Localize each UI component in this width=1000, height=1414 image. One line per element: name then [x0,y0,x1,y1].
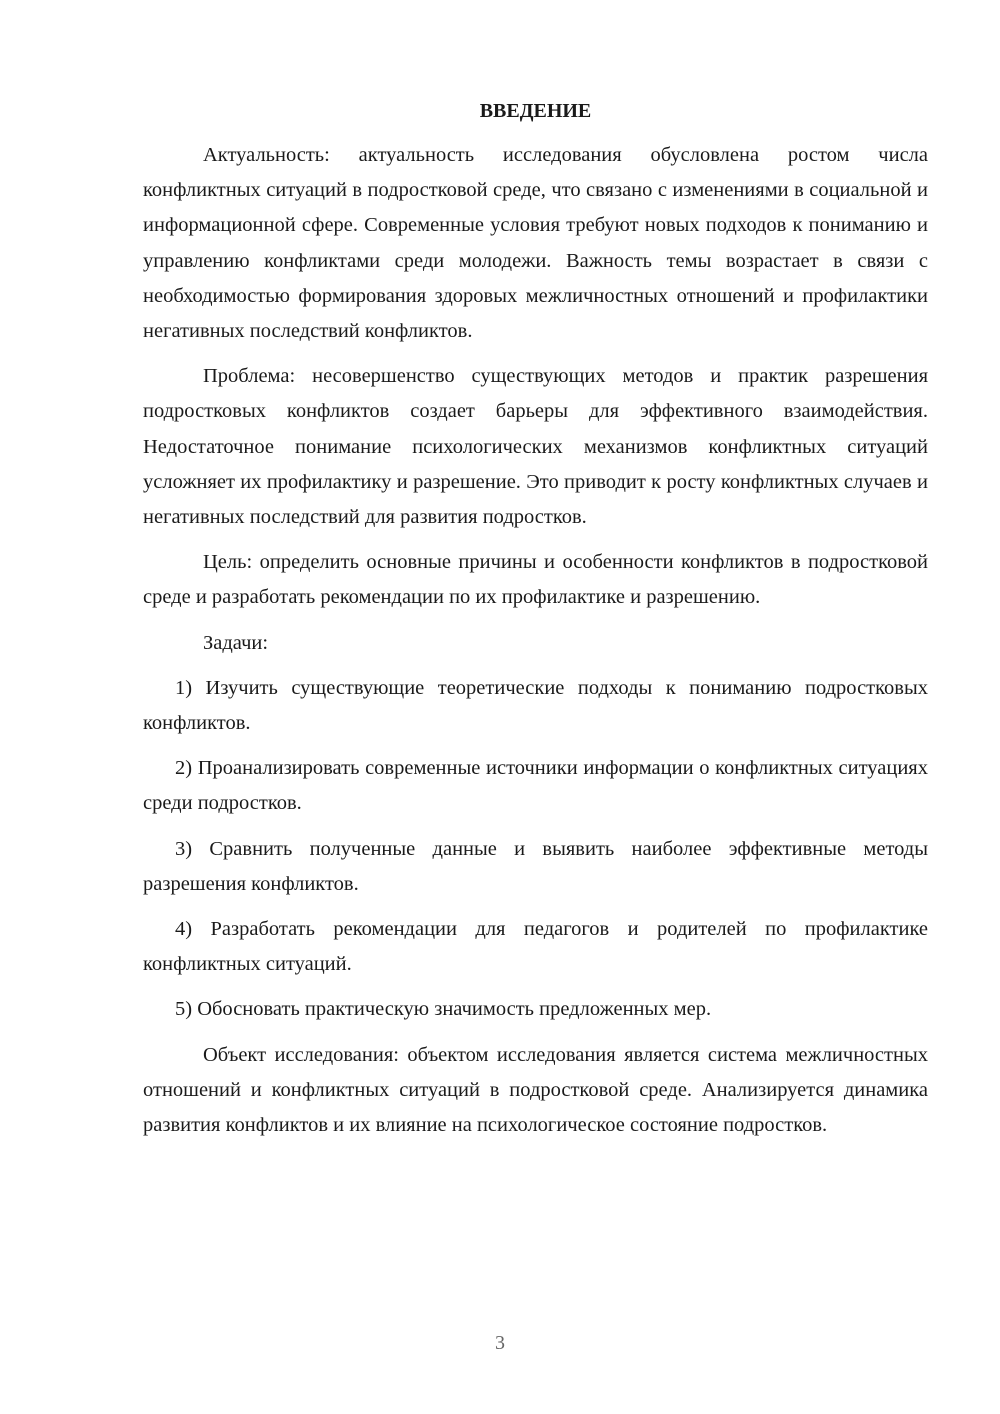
tasks-label: Задачи: [203,631,269,654]
goal-paragraph: Цель: определить основные причины и особенности конфликтов в подростковой среде и разработать рекомендации по их профилактике и разрешению. [143,551,928,609]
task-item-1: 1) Изучить существующие теоретические подходы к пониманию подростковых конфликтов. [143,676,928,735]
task-item-4: 4) Разработать рекомендации для педагогов и родителей по профилактике конфликтных ситуаций. [143,918,928,976]
page-number: 3 [495,1332,505,1354]
task-item-3: 3) Сравнить полученные данные и выявить наиболее эффективные методы разрешения конфликтов. [143,837,928,895]
relevance-paragraph: Актуальность: актуальность исследования обусловлена ростом числа конфликтных ситуаций в подростковой среде, что связано с изменениями в социальной и информационной сфере. Современные условия требуют новых подходов к пониманию и управлению конфликтами среди молодежи. Важность темы возрастает в связи с необходимостью формирования здоровых межличностных отношений и профилактики негативных последствий конфликтов. [143,144,928,343]
object-paragraph: Объект исследования: объектом исследования является система межличностных отношений и конфликтных ситуаций в подростковой среде. Анализируется динамика развития конфликтов и их влияние на психологическое состояние подростков. [143,1043,928,1137]
task-item-5: 5) Обосновать практическую значимость предложенных мер. [175,998,712,1021]
problem-paragraph: Проблема: несовершенство существующих методов и практик разрешения подростковых конфликтов создает барьеры для эффективного взаимодействия. Недостаточное понимание психологических механизмов конфликтных ситуаций усложняет их профилактику и разрешение. Это приводит к росту конфликтных случаев и негативных последствий для развития подростков. [143,365,928,529]
page-content [143,96,928,1153]
task-item-2: 2) Проанализировать современные источники информации о конфликтных ситуациях среди подростков. [143,757,928,815]
section-heading: ВВЕДЕНИЕ [479,100,592,122]
